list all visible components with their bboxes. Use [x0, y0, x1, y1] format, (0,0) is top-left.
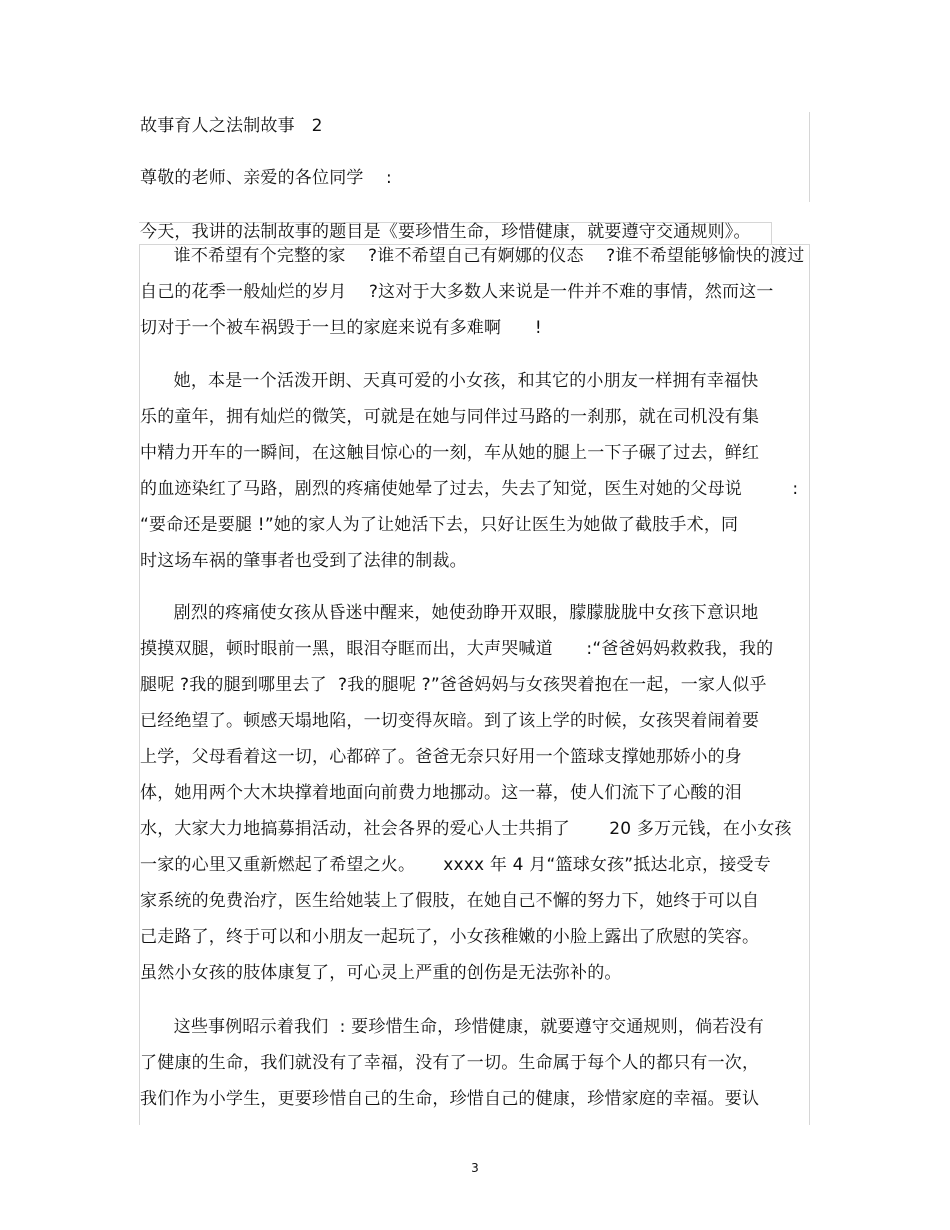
text-line: 体，她用两个大木块撑着地面向前费力地挪动。这一幕，使人们流下了心酸的泪	[140, 783, 742, 803]
text-line: 了健康的生命，我们就没有了幸福，没有了一切。生命属于每个人的都只有一次，	[140, 1053, 760, 1073]
text-line: 这些事例昭示着我们 : 要珍惜生命，珍惜健康，就要遵守交通规则，倘若没有	[140, 1017, 764, 1037]
text-line: 己走路了，终于可以和小朋友一起玩了，小女孩稚嫩的小脸上露出了欣慰的笑容。	[140, 927, 760, 947]
text-line: 我们作为小学生，更要珍惜自己的生命，珍惜自己的健康，珍惜家庭的幸福。要认	[140, 1089, 760, 1109]
text-line: “要命还是要腿 !”她的家人为了让她活下去，只好让医生为她做了截肢手术，同	[140, 515, 739, 535]
text-line: 的血迹染红了马路，剧烈的疼痛使她晕了过去，失去了知觉，医生对她的父母说 :	[140, 479, 799, 499]
text-line: 自己的花季一般灿烂的岁月 ?这对于大多数人来说是一件并不难的事情，然而这一	[140, 282, 774, 302]
text-line: 时这场车祸的肇事者也受到了法律的制裁。	[140, 551, 467, 571]
text-line: 剧烈的疼痛使女孩从昏迷中醒来，她使劲睁开双眼，朦朦胧胧中女孩下意识地	[140, 603, 759, 623]
text-line: 乐的童年，拥有灿烂的微笑，可就是在她与同伴过马路的一刹那，就在司机没有集	[140, 407, 760, 427]
text-line: 已经绝望了。顿感天塌地陷，一切变得灰暗。到了该上学的时候，女孩哭着闹着要	[140, 711, 760, 731]
story-title-line: 今天，我讲的法制故事的题目是《要珍惜生命，珍惜健康，就要遵守交通规则》。	[140, 222, 751, 242]
text-line: 谁不希望有个完整的家 ?谁不希望自己有婀娜的仪态 ?谁不希望能够愉快的渡过	[140, 246, 805, 266]
text-line: 腿呢 ?我的腿到哪里去了 ?我的腿呢 ?”爸爸妈妈与女孩哭着抱在一起，一家人似乎	[140, 675, 767, 695]
text-line: 家系统的免费治疗，医生给她装上了假肢，在她自己不懈的努力下，她终于可以自	[140, 891, 760, 911]
text-line: 她，本是一个活泼开朗、天真可爱的小女孩，和其它的小朋友一样拥有幸福快	[140, 371, 759, 391]
greeting-line: 尊敬的老师、亲爱的各位同学 :	[140, 168, 392, 188]
page-number: 3	[471, 1161, 479, 1175]
frame-line-title-box-right	[771, 222, 772, 244]
document-title: 故事育人之法制故事 2	[140, 116, 323, 136]
text-line: 上学，父母看着这一切，心都碎了。爸爸无奈只好用一个篮球支撑她那娇小的身	[140, 747, 742, 767]
frame-line-right	[809, 245, 810, 1125]
text-line: 切对于一个被车祸毁于一旦的家庭来说有多难啊 !	[140, 318, 542, 338]
text-line: 中精力开车的一瞬间，在这触目惊心的一刻，车从她的腿上一下子碾了过去，鲜红	[140, 443, 760, 463]
text-line: 一家的心里又重新燃起了希望之火。 xxxx 年 4 月“篮球女孩”抵达北京，接受专	[140, 855, 771, 875]
text-line: 摸摸双腿，顿时眼前一黑，眼泪夺眶而出，大声哭喊道 :“爸爸妈妈救救我，我的	[140, 639, 774, 659]
text-line: 虽然小女孩的肢体康复了，可心灵上严重的创伤是无法弥补的。	[140, 963, 622, 983]
text-line: 水，大家大力地搞募捐活动，社会各界的爱心人士共捐了 20 多万元钱，在小女孩	[140, 819, 792, 839]
frame-line-right-top	[809, 112, 810, 202]
